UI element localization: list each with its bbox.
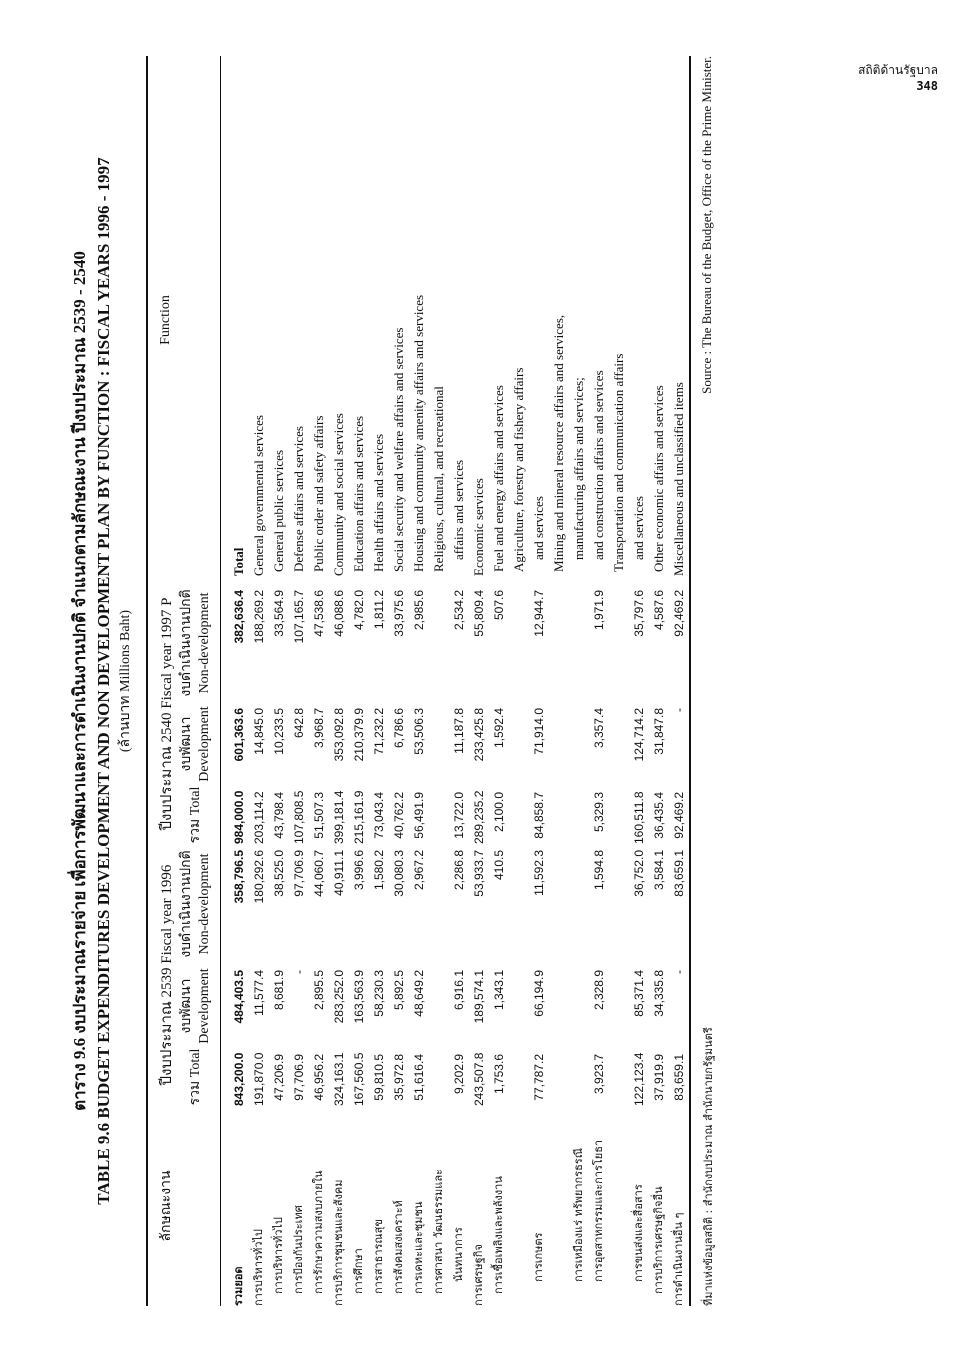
rotated-table-area bbox=[68, 56, 898, 1306]
cell-total-1996: 243,507.8 bbox=[472, 1052, 486, 1106]
cell-total-1997: 215,161.9 bbox=[352, 790, 366, 844]
cell-dev-1997: 601,363.6 bbox=[232, 708, 246, 762]
cell-nondev-1997: 107,165.7 bbox=[292, 590, 306, 644]
cell-total-1996: 167,560.5 bbox=[352, 1052, 366, 1106]
row-function-english: Transportation and communication affairs bbox=[611, 353, 626, 572]
cell-nondev-1997: 2,985.6 bbox=[412, 590, 426, 631]
row-function-thai: การเศรษฐกิจ bbox=[472, 1244, 485, 1306]
source-english: Source : The Bureau of the Budget, Office of the Prime Minister. bbox=[699, 56, 714, 394]
cell-total-1996: 37,919.9 bbox=[652, 1054, 666, 1101]
cell-nondev-1996: 2,286.8 bbox=[452, 850, 466, 891]
cell-nondev-1997: 188,269.2 bbox=[252, 590, 266, 644]
cell-total-1997: 984,000.0 bbox=[232, 790, 246, 844]
row-function-thai: การสาธารณสุข bbox=[372, 1219, 385, 1294]
cell-dev-1997: 53,506.3 bbox=[412, 708, 426, 755]
row-function-english: Health affairs and services bbox=[371, 433, 386, 572]
cell-nondev-1997 bbox=[549, 584, 569, 702]
cell-dev-1997: 14,845.0 bbox=[252, 708, 266, 755]
cell-nondev-1997: 1,971.9 bbox=[592, 590, 606, 631]
header-nondev-1996: งบดำเนินงานปกติ Non-development bbox=[179, 850, 212, 958]
cell-nondev-1996 bbox=[609, 844, 629, 964]
row-function-thai: การเคหะและชุมชน bbox=[412, 1201, 425, 1294]
table-row bbox=[609, 56, 629, 1306]
cell-nondev-1996: 44,060.7 bbox=[312, 850, 326, 897]
cell-nondev-1996: 36,752.0 bbox=[632, 850, 646, 897]
cell-nondev-1996: 3,584.1 bbox=[652, 850, 666, 891]
cell-dev-1997 bbox=[429, 702, 449, 786]
source-thai: ที่มาแห่งข้อมูลสถิติ : สำนักงบประมาณ สำนักนายกรัฐมนตรี bbox=[702, 1027, 715, 1306]
cell-dev-1997: 124,714.2 bbox=[632, 708, 646, 762]
row-function-english: Agriculture, forestry and fishery affairs bbox=[511, 367, 526, 572]
cell-total-1996: 3,923.7 bbox=[592, 1054, 606, 1095]
cell-dev-1997: 3,357.4 bbox=[592, 708, 606, 749]
table-row bbox=[649, 56, 669, 1306]
cell-dev-1996: 2,895.5 bbox=[312, 970, 326, 1011]
data-table bbox=[146, 56, 691, 1306]
row-function-english: General public services bbox=[271, 449, 286, 572]
cell-dev-1996 bbox=[609, 964, 629, 1048]
cell-total-1997: 40,762.2 bbox=[392, 792, 406, 839]
cell-total-1996 bbox=[429, 1048, 449, 1106]
table-row bbox=[329, 56, 349, 1306]
row-function-thai: การสังคมสงเคราะห์ bbox=[392, 1200, 405, 1294]
cell-nondev-1996: 11,592.3 bbox=[532, 850, 546, 896]
cell-dev-1996: 8,681.9 bbox=[272, 970, 286, 1011]
cell-nondev-1997: 35,797.6 bbox=[632, 590, 646, 637]
table-row bbox=[549, 56, 569, 1306]
row-function-english: and services bbox=[631, 496, 646, 560]
row-function-english: Fuel and energy affairs and services bbox=[491, 385, 506, 572]
cell-total-1997: 56,491.9 bbox=[412, 792, 426, 839]
cell-total-1996: 35,972.8 bbox=[392, 1054, 406, 1101]
header-fy1996: ปีงบประมาณ 2539 Fiscal year 1996 bbox=[159, 864, 175, 1086]
table-row bbox=[409, 56, 429, 1306]
cell-nondev-1996: 358,796.5 bbox=[232, 850, 246, 904]
cell-total-1996: 324,163.1 bbox=[332, 1052, 346, 1106]
table-row bbox=[449, 56, 469, 1306]
row-function-english: Housing and community amenity affairs and services bbox=[411, 294, 426, 572]
row-function-thai: การเชื้อเพลิงและพลังงาน bbox=[492, 1176, 505, 1294]
cell-nondev-1996: 410.5 bbox=[492, 850, 506, 881]
table-row bbox=[349, 56, 369, 1306]
cell-dev-1996: 5,892.5 bbox=[392, 970, 406, 1011]
cell-total-1997: 43,798.4 bbox=[272, 792, 286, 839]
cell-dev-1997: 353,092.8 bbox=[332, 708, 346, 762]
table-row bbox=[509, 56, 529, 1306]
row-function-thai bbox=[609, 1106, 629, 1306]
row-function-english: Miscellaneous and unclassified items bbox=[671, 382, 686, 576]
header-total-1997: รวม Total bbox=[188, 786, 203, 844]
cell-total-1997 bbox=[569, 786, 589, 844]
cell-dev-1996: - bbox=[292, 970, 306, 974]
cell-nondev-1997: 12,944.7 bbox=[532, 590, 546, 637]
cell-nondev-1997: 1,811.2 bbox=[372, 590, 386, 630]
cell-total-1996: 83,659.1 bbox=[672, 1054, 686, 1101]
page-number: 348 bbox=[916, 79, 938, 93]
cell-dev-1996: 34,335.8 bbox=[652, 970, 666, 1017]
header-dev-1997: งบพัฒนา Development bbox=[179, 706, 212, 782]
cell-total-1997: 399,181.4 bbox=[332, 790, 346, 844]
cell-total-1996 bbox=[549, 1048, 569, 1106]
cell-total-1997: 289,235.2 bbox=[472, 790, 486, 844]
cell-total-1996: 46,956.2 bbox=[312, 1054, 326, 1101]
cell-nondev-1996 bbox=[569, 844, 589, 964]
header-fy1997: ปีงบประมาณ 2540 Fiscal year 1997 P bbox=[159, 597, 175, 831]
cell-nondev-1997: 382,636.4 bbox=[232, 590, 246, 644]
cell-total-1996: 97,706.9 bbox=[292, 1054, 306, 1101]
cell-total-1996: 59,810.5 bbox=[372, 1054, 386, 1101]
cell-dev-1997: 11,187.8 bbox=[452, 708, 466, 754]
cell-nondev-1997: 33,564.9 bbox=[272, 590, 286, 637]
table-row bbox=[389, 56, 409, 1306]
table-row bbox=[269, 56, 289, 1306]
cell-nondev-1996 bbox=[429, 844, 449, 964]
cell-total-1997 bbox=[509, 786, 529, 844]
cell-total-1997: 2,100.0 bbox=[492, 792, 506, 833]
cell-nondev-1996: 180,292.6 bbox=[252, 850, 266, 904]
cell-total-1997: 84,858.7 bbox=[532, 792, 546, 839]
row-function-thai: การขนส่งและสื่อสาร bbox=[632, 1184, 645, 1282]
cell-dev-1997: 1,592.4 bbox=[492, 708, 506, 749]
title-block bbox=[68, 56, 136, 1306]
cell-nondev-1996: 1,594.8 bbox=[592, 850, 606, 891]
header-total-1996: รวม Total bbox=[188, 1048, 203, 1106]
table-row bbox=[229, 56, 249, 1306]
cell-total-1996: 47,206.9 bbox=[272, 1054, 286, 1101]
cell-total-1997: 107,808.5 bbox=[292, 790, 306, 844]
row-function-english: and construction affairs and services bbox=[591, 370, 606, 560]
cell-nondev-1997 bbox=[609, 584, 629, 702]
cell-total-1996: 843,200.0 bbox=[232, 1052, 246, 1106]
table-row bbox=[569, 56, 589, 1306]
cell-dev-1996 bbox=[549, 964, 569, 1048]
cell-nondev-1997 bbox=[429, 584, 449, 702]
cell-dev-1996: 11,577.4 bbox=[252, 970, 266, 1016]
cell-total-1997 bbox=[609, 786, 629, 844]
cell-nondev-1996: 3,996.6 bbox=[352, 850, 366, 891]
cell-nondev-1997: 4,587.6 bbox=[652, 590, 666, 631]
row-function-thai: การอุตสาหกรรมและการโยธา bbox=[592, 1139, 605, 1282]
cell-nondev-1997: 507.6 bbox=[492, 590, 506, 621]
cell-nondev-1997: 92,469.2 bbox=[672, 590, 686, 637]
row-function-english: Mining and mineral resource affairs and services, bbox=[551, 314, 566, 572]
cell-dev-1996 bbox=[509, 964, 529, 1048]
table-row bbox=[309, 56, 329, 1306]
row-function-english: Community and social services bbox=[331, 413, 346, 576]
row-function-english: Religious, cultural, and recreational bbox=[431, 386, 446, 572]
cell-total-1997: 51,507.3 bbox=[312, 792, 326, 839]
cell-total-1996: 51,616.4 bbox=[412, 1054, 426, 1101]
cell-nondev-1997: 33,975.6 bbox=[392, 590, 406, 637]
cell-dev-1997 bbox=[549, 702, 569, 786]
row-function-thai: การบริการชุมชนและสังคม bbox=[332, 1179, 345, 1306]
title-thai: ตาราง 9.6 งบประมาณรายจ่าย เพื่อการพัฒนาและการดำเนินงานปกติ จำแนกตามลักษณะงาน ปีงบประมาณ 2539 - 2540 bbox=[70, 251, 89, 1111]
cell-total-1996: 77,787.2 bbox=[532, 1054, 546, 1101]
cell-dev-1997 bbox=[509, 702, 529, 786]
title-english: TABLE 9.6 BUDGET EXPENDITURES DEVELOPMENT AND NON DEVELOPMENT PLAN BY FUNCTION : FISCAL YEARS 1996 - 1997 bbox=[94, 157, 113, 1205]
cell-nondev-1997: 2,534.2 bbox=[452, 590, 466, 631]
header-dev-1996: งบพัฒนา Development bbox=[179, 968, 212, 1044]
row-function-thai: การบริหารทั่วไป bbox=[272, 1217, 285, 1294]
cell-dev-1997: 6,786.6 bbox=[392, 708, 406, 749]
cell-dev-1997: 71,914.0 bbox=[532, 708, 546, 755]
cell-nondev-1996 bbox=[549, 844, 569, 964]
cell-dev-1997 bbox=[609, 702, 629, 786]
cell-nondev-1996: 97,706.9 bbox=[292, 850, 306, 897]
row-function-thai: การดำเนินงานอื่น ๆ bbox=[672, 1212, 685, 1306]
cell-dev-1996 bbox=[569, 964, 589, 1048]
row-function-english: Defense affairs and services bbox=[291, 426, 306, 572]
cell-nondev-1996: 40,911.1 bbox=[332, 850, 346, 896]
row-function-english: General governmental services bbox=[251, 415, 266, 576]
cell-total-1997: 160,511.8 bbox=[632, 791, 646, 844]
cell-nondev-1997 bbox=[569, 584, 589, 702]
cell-dev-1996: 48,649.2 bbox=[412, 970, 426, 1017]
cell-total-1996: 122,123.4 bbox=[632, 1052, 646, 1106]
row-function-english: Public order and safety affairs bbox=[311, 415, 326, 572]
cell-total-1997: 13,722.0 bbox=[452, 792, 466, 839]
row-function-english: affairs and services bbox=[451, 459, 466, 560]
cell-nondev-1997: 47,538.6 bbox=[312, 590, 326, 637]
row-function-english: Total bbox=[231, 547, 246, 576]
row-function-thai: การศาสนา วัฒนธรรมและ bbox=[432, 1169, 445, 1294]
table-row bbox=[489, 56, 509, 1306]
cell-dev-1997: - bbox=[672, 708, 686, 712]
cell-total-1996 bbox=[609, 1048, 629, 1106]
table-row bbox=[529, 56, 549, 1306]
cell-dev-1996: 189,574.1 bbox=[472, 970, 486, 1024]
table-row bbox=[289, 56, 309, 1306]
row-function-thai: การป้องกันประเทศ bbox=[292, 1205, 305, 1294]
row-function-thai: รวมยอด bbox=[232, 1266, 245, 1306]
cell-total-1996: 191,870.0 bbox=[252, 1052, 266, 1106]
row-function-thai bbox=[549, 1106, 569, 1306]
cell-dev-1996: 6,916.1 bbox=[452, 970, 466, 1011]
cell-total-1996 bbox=[569, 1048, 589, 1106]
cell-nondev-1997: 4,782.0 bbox=[352, 590, 366, 631]
cell-dev-1996: 484,403.5 bbox=[232, 970, 246, 1024]
cell-nondev-1996: 38,525.0 bbox=[272, 850, 286, 897]
cell-dev-1996: 1,343.1 bbox=[492, 970, 506, 1011]
table-row bbox=[669, 56, 689, 1306]
cell-dev-1997: 31,847.8 bbox=[652, 708, 666, 755]
cell-nondev-1997 bbox=[509, 584, 529, 702]
row-function-thai: การศึกษา bbox=[352, 1248, 365, 1294]
cell-dev-1997: 10,233.5 bbox=[272, 708, 286, 755]
cell-total-1997 bbox=[549, 786, 569, 844]
header-function-thai: ลักษณะงาน bbox=[159, 1170, 174, 1242]
cell-nondev-1996: 53,933.7 bbox=[472, 850, 486, 897]
row-function-english: Education affairs and services bbox=[351, 415, 366, 572]
cell-nondev-1996: 30,080.3 bbox=[392, 850, 406, 897]
row-function-thai: นันทนาการ bbox=[452, 1227, 465, 1282]
cell-total-1996 bbox=[509, 1048, 529, 1106]
row-function-english: and services bbox=[531, 496, 546, 560]
table-header bbox=[148, 56, 221, 1306]
unit-note: (ล้านบาท Millions Baht) bbox=[118, 609, 133, 753]
cell-total-1997: 92,469.2 bbox=[672, 792, 686, 839]
row-function-thai: การบริการเศรษฐกิจอื่น bbox=[652, 1186, 665, 1294]
row-function-english: Social security and welfare affairs and services bbox=[391, 327, 406, 572]
cell-nondev-1996: 83,659.1 bbox=[672, 850, 686, 897]
row-function-english: manufacturing affairs and services; bbox=[571, 377, 586, 560]
cell-total-1996: 9,202.9 bbox=[452, 1054, 466, 1095]
cell-dev-1996: 58,230.3 bbox=[372, 970, 386, 1017]
cell-dev-1996 bbox=[429, 964, 449, 1048]
cell-dev-1997: 210,379.9 bbox=[352, 708, 366, 762]
table-row bbox=[589, 56, 609, 1306]
cell-dev-1997: 233,425.8 bbox=[472, 708, 486, 762]
cell-dev-1997: 642.8 bbox=[292, 708, 306, 739]
header-function-english: Function bbox=[158, 295, 173, 345]
table-body bbox=[221, 56, 689, 1306]
header-nondev-1997: งบดำเนินงานปกติ Non-development bbox=[179, 589, 212, 697]
cell-dev-1996: - bbox=[672, 970, 686, 974]
cell-dev-1996: 85,371.4 bbox=[632, 970, 646, 1017]
cell-nondev-1996 bbox=[509, 844, 529, 964]
row-function-thai: การเกษตร bbox=[532, 1232, 545, 1282]
cell-dev-1997: 71,232.2 bbox=[372, 708, 386, 755]
cell-dev-1996: 66,194.9 bbox=[532, 970, 546, 1017]
cell-nondev-1996: 1,580.2 bbox=[372, 850, 386, 891]
table-row bbox=[249, 56, 269, 1306]
row-function-english: Economic services bbox=[471, 478, 486, 576]
cell-nondev-1996: 2,967.2 bbox=[412, 850, 426, 891]
cell-dev-1996: 2,328.9 bbox=[592, 970, 606, 1011]
row-function-thai: การรักษาความสงบภายใน bbox=[312, 1170, 325, 1294]
row-function-thai: การเหมืองแร่ ทรัพยากรธรณี bbox=[572, 1148, 585, 1282]
cell-dev-1996: 163,563.9 bbox=[352, 970, 366, 1024]
cell-total-1997: 73,043.4 bbox=[372, 792, 386, 839]
cell-dev-1996: 283,252.0 bbox=[332, 970, 346, 1024]
cell-total-1997: 36,435.4 bbox=[652, 792, 666, 839]
row-function-thai bbox=[509, 1106, 529, 1306]
cell-total-1997 bbox=[429, 786, 449, 844]
source-line bbox=[699, 56, 717, 1306]
section-label: สถิติด้านรัฐบาล bbox=[858, 63, 938, 77]
row-function-english: Other economic affairs and services bbox=[651, 385, 666, 572]
cell-total-1997: 5,329.3 bbox=[592, 792, 606, 833]
table-row bbox=[469, 56, 489, 1306]
cell-dev-1997: 3,968.7 bbox=[312, 708, 326, 749]
cell-nondev-1997: 46,088.6 bbox=[332, 590, 346, 637]
cell-total-1997: 203,114.2 bbox=[252, 791, 266, 844]
cell-nondev-1997: 55,809.4 bbox=[472, 590, 486, 637]
row-function-thai: การบริหารทั่วไป bbox=[252, 1229, 265, 1306]
table-row bbox=[629, 56, 649, 1306]
cell-dev-1997 bbox=[569, 702, 589, 786]
cell-total-1996: 1,753.6 bbox=[492, 1054, 506, 1095]
table-row bbox=[369, 56, 389, 1306]
table-row bbox=[429, 56, 449, 1306]
